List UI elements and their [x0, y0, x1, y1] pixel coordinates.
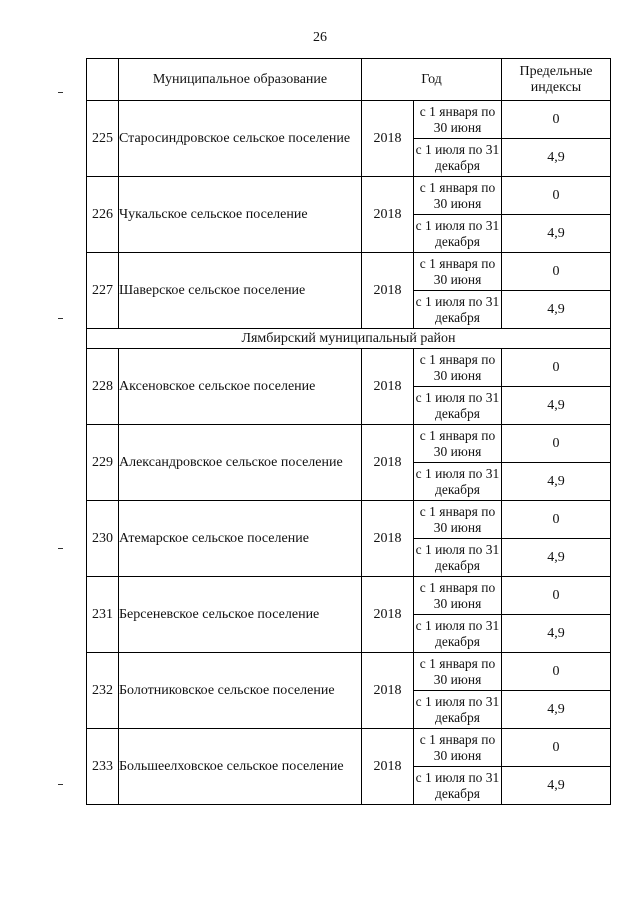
index-cell: 4,9 [502, 615, 611, 653]
index-cell: 0 [502, 425, 611, 463]
row-number: 232 [87, 653, 119, 729]
year-cell: 2018 [362, 101, 414, 177]
year-cell: 2018 [362, 253, 414, 329]
municipality-name: Чукальское сельское поселение [119, 177, 362, 253]
row-number: 227 [87, 253, 119, 329]
table-row [87, 501, 611, 539]
index-cell: 4,9 [502, 691, 611, 729]
table-row [87, 425, 611, 463]
margin-mark [58, 92, 63, 93]
header-num [87, 59, 119, 101]
period-cell: с 1 июля по 31 декабря [414, 615, 502, 653]
period-cell: с 1 января по 30 июня [414, 253, 502, 291]
municipality-name: Болотниковское сельское поселение [119, 653, 362, 729]
year-cell: 2018 [362, 501, 414, 577]
table-row [87, 177, 611, 215]
period-cell: с 1 июля по 31 декабря [414, 139, 502, 177]
row-number: 230 [87, 501, 119, 577]
period-cell: с 1 июля по 31 декабря [414, 539, 502, 577]
index-cell: 0 [502, 729, 611, 767]
year-cell: 2018 [362, 177, 414, 253]
period-cell: с 1 января по 30 июня [414, 501, 502, 539]
indices-table [86, 58, 611, 805]
index-cell: 0 [502, 577, 611, 615]
period-cell: с 1 января по 30 июня [414, 101, 502, 139]
section-title: Лямбирский муниципальный район [87, 329, 611, 349]
period-cell: с 1 января по 30 июня [414, 177, 502, 215]
index-cell: 4,9 [502, 215, 611, 253]
section-row [87, 329, 611, 349]
index-cell: 4,9 [502, 139, 611, 177]
period-cell: с 1 января по 30 июня [414, 349, 502, 387]
municipality-name: Старосиндровское сельское поселение [119, 101, 362, 177]
municipality-name: Александровское сельское поселение [119, 425, 362, 501]
table-row [87, 101, 611, 139]
margin-mark [58, 548, 63, 549]
municipality-name: Шаверское сельское поселение [119, 253, 362, 329]
table-row [87, 349, 611, 387]
municipality-name: Атемарское сельское поселение [119, 501, 362, 577]
row-number: 225 [87, 101, 119, 177]
index-cell: 0 [502, 177, 611, 215]
header-municipality: Муниципальное образование [119, 59, 362, 101]
year-cell: 2018 [362, 577, 414, 653]
period-cell: с 1 июля по 31 декабря [414, 215, 502, 253]
period-cell: с 1 июля по 31 декабря [414, 767, 502, 805]
period-cell: с 1 января по 30 июня [414, 729, 502, 767]
index-cell: 0 [502, 253, 611, 291]
index-cell: 4,9 [502, 767, 611, 805]
row-number: 231 [87, 577, 119, 653]
index-cell: 4,9 [502, 387, 611, 425]
index-cell: 0 [502, 653, 611, 691]
row-number: 228 [87, 349, 119, 425]
municipality-name: Аксеновское сельское поселение [119, 349, 362, 425]
index-cell: 4,9 [502, 463, 611, 501]
margin-mark [58, 784, 63, 785]
table-body [87, 101, 611, 805]
municipality-name: Большеелховское сельское поселение [119, 729, 362, 805]
header-indices: Предельные индексы [502, 59, 611, 101]
index-cell: 0 [502, 349, 611, 387]
period-cell: с 1 января по 30 июня [414, 425, 502, 463]
table-row [87, 653, 611, 691]
period-cell: с 1 января по 30 июня [414, 577, 502, 615]
row-number: 226 [87, 177, 119, 253]
header-year: Год [362, 59, 502, 101]
table-row [87, 729, 611, 767]
period-cell: с 1 июля по 31 декабря [414, 691, 502, 729]
margin-mark [58, 318, 63, 319]
table-row [87, 253, 611, 291]
year-cell: 2018 [362, 349, 414, 425]
period-cell: с 1 июля по 31 декабря [414, 291, 502, 329]
year-cell: 2018 [362, 729, 414, 805]
year-cell: 2018 [362, 425, 414, 501]
index-cell: 0 [502, 501, 611, 539]
year-cell: 2018 [362, 653, 414, 729]
index-cell: 4,9 [502, 291, 611, 329]
table-row [87, 577, 611, 615]
municipality-name: Берсеневское сельское поселение [119, 577, 362, 653]
row-number: 229 [87, 425, 119, 501]
table-header-row [87, 59, 611, 101]
period-cell: с 1 июля по 31 декабря [414, 463, 502, 501]
index-cell: 4,9 [502, 539, 611, 577]
index-cell: 0 [502, 101, 611, 139]
period-cell: с 1 июля по 31 декабря [414, 387, 502, 425]
row-number: 233 [87, 729, 119, 805]
page-number: 26 [313, 30, 327, 45]
period-cell: с 1 января по 30 июня [414, 653, 502, 691]
